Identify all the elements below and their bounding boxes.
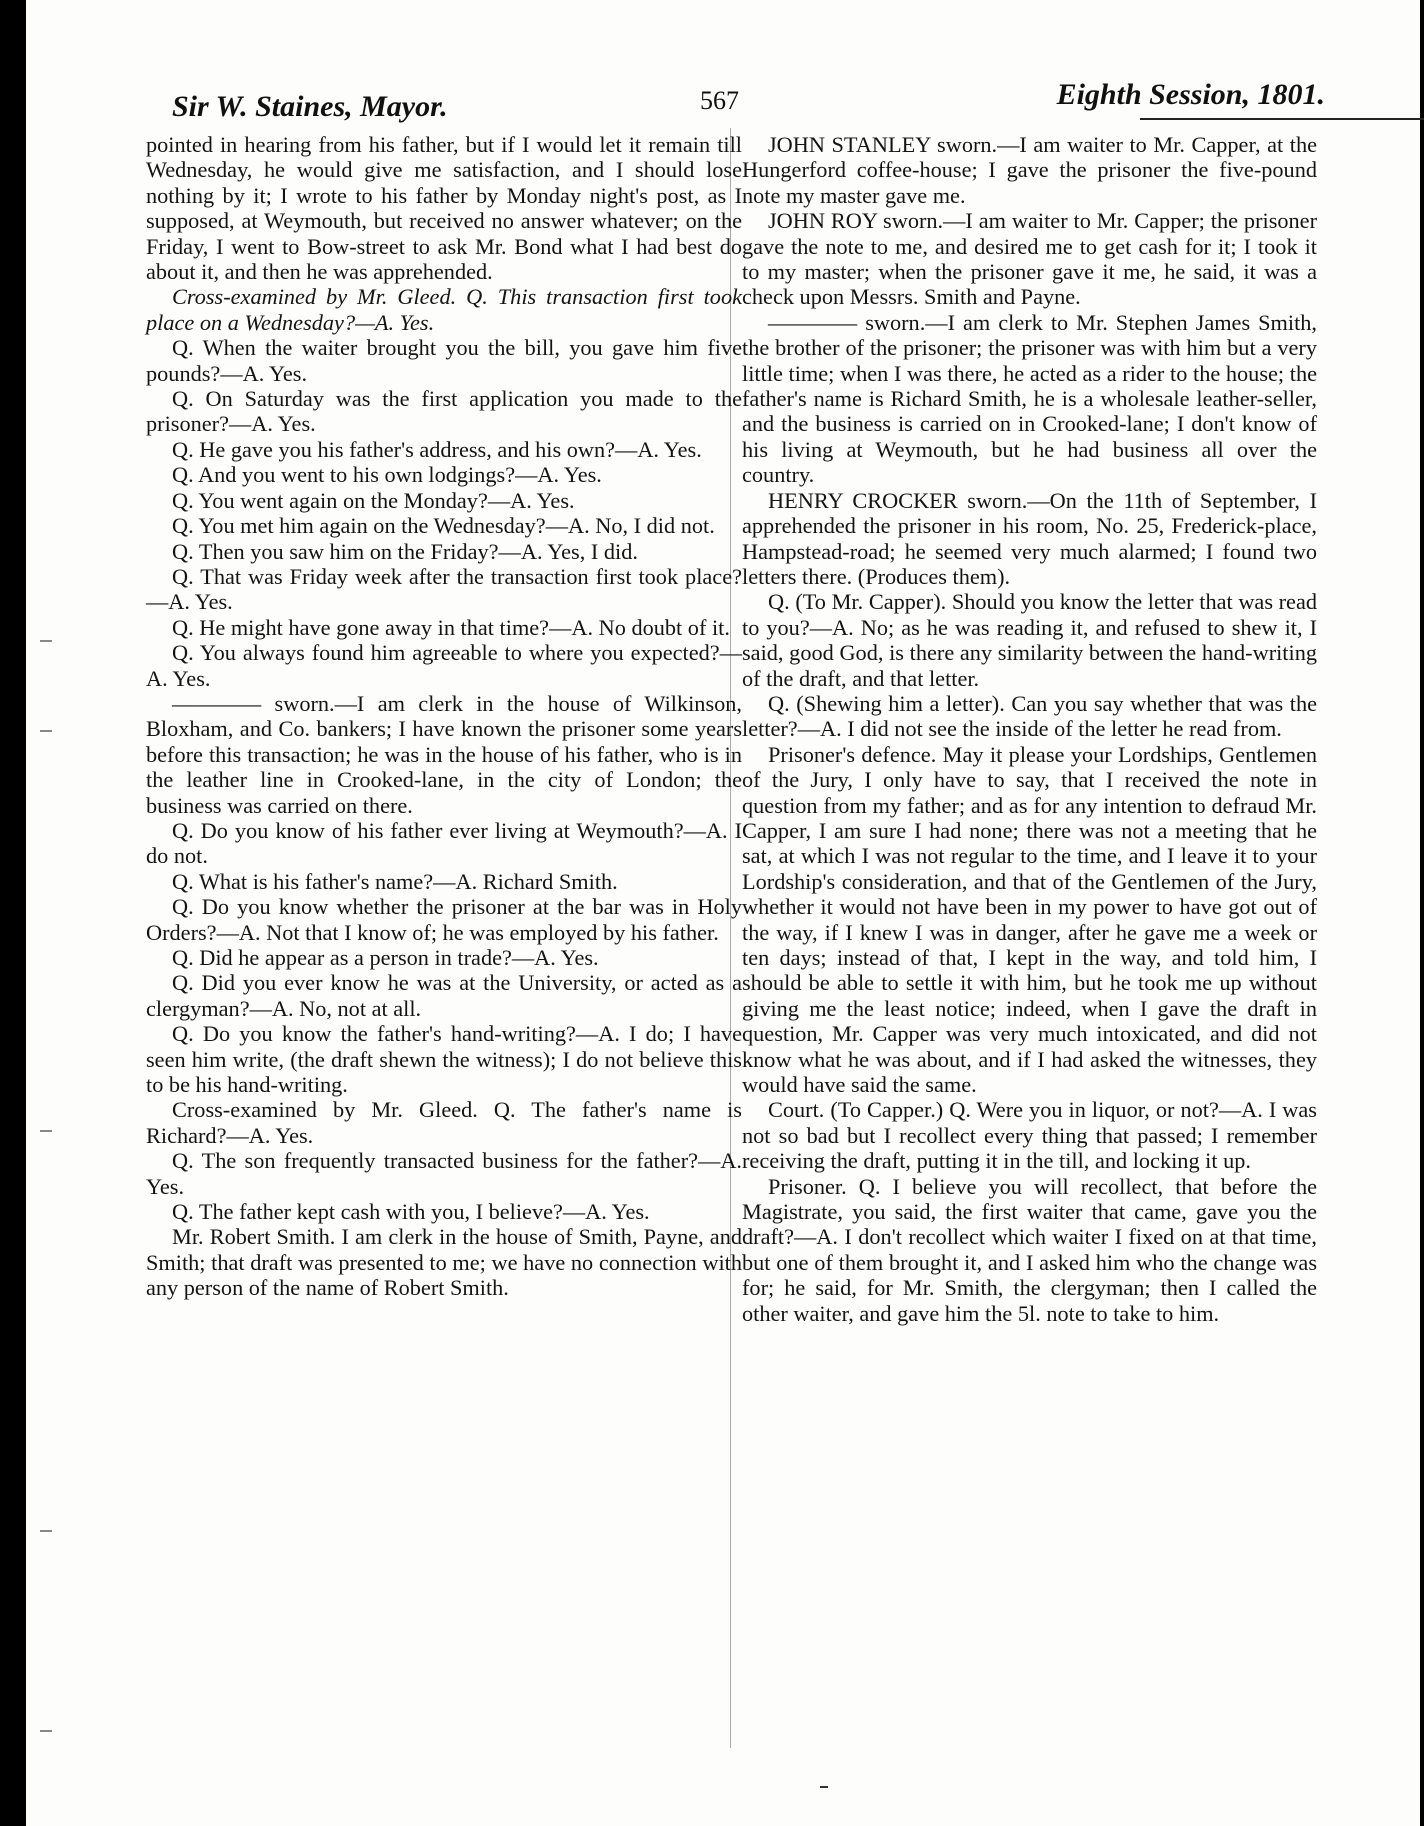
left-paragraph: pointed in hearing from his father, but if I would let it remain till Wednesday, he would give me satisfaction, and I should lose nothing by it; I wrote to his father by Monday night's post, as I supposed, at Weymouth, but received no answer whatever; on the Friday, I went to Bow-street to ask Mr. Bond what I had best do about it, and then he was apprehended. xyxy=(146,132,742,285)
left-column xyxy=(146,132,742,1301)
running-header xyxy=(160,78,1325,124)
left-paragraph: Q. That was Friday week after the transaction first took place?—A. Yes. xyxy=(146,563,742,615)
left-paragraph: Q. Then you saw him on the Friday?—A. Yes, I did. xyxy=(172,538,638,564)
right-paragraph: Prisoner. Q. I believe you will recollect, that before the Magistrate, you said, the first waiter that came, gave you the draft?—A. I don't recollect which waiter I fixed on at that time, but one of them brought it, and I asked him who the change was for; he said, for Mr. Smith, the clergyman; then I called the other waiter, and gave him the 5l. note to take to him. xyxy=(742,1173,1317,1326)
left-paragraph: Q. He gave you his father's address, and his own?—A. Yes. xyxy=(172,436,702,462)
left-paragraph: Q. And you went to his own lodgings?—A. Yes. xyxy=(172,462,602,488)
left-paragraph: Q. Do you know the father's hand-writing?—A. I do; I have seen him write, (the draft shewn the witness); I do not believe this to be his hand-writing. xyxy=(146,1021,742,1098)
left-paragraph: Q. Do you know whether the prisoner at the bar was in Holy Orders?—A. Not that I know of; he was employed by his father. xyxy=(146,894,742,945)
left-paragraph: Q. Do you know of his father ever living at Weymouth?—A. I do not. xyxy=(146,817,742,869)
left-paragraph: Q. When the waiter brought you the bill, you gave him five pounds?—A. Yes. xyxy=(146,335,742,386)
right-paragraph: Q. (Shewing him a letter). Can you say whether that was the letter?—A. I did not see the inside of the letter he read from. xyxy=(742,690,1317,742)
page-number: 567 xyxy=(700,86,739,115)
left-paragraph: ———— sworn.—I am clerk in the house of Wilkinson, Bloxham, and Co. bankers; I have known the prisoner some years before this transaction; he was in the house of his father, who is in the leather line in Crooked-lane, in the city of London; the business was carried on there. xyxy=(146,690,742,818)
running-head-left: Sir W. Staines, Mayor. xyxy=(172,90,448,123)
right-paragraph: ———— sworn.—I am clerk to Mr. Stephen James Smith, the brother of the prisoner; the prisoner was with him but a very little time; when I was there, he acted as a rider to the house; the father's name is Richard Smith, he is a wholesale leather-seller, and the business is carried on in Crooked-lane; I don't know of his living at Weymouth, but he had business all over the country. xyxy=(742,309,1317,488)
left-paragraph: Q. You always found him agreeable to where you expected?—A. Yes. xyxy=(146,640,742,691)
bottom-mark xyxy=(820,1786,828,1788)
running-head-right: Eighth Session, 1801. xyxy=(1056,78,1325,111)
left-paragraph: Q. What is his father's name?—A. Richard Smith. xyxy=(172,868,618,894)
left-paragraph: Q. Did you ever know he was at the University, or acted as a clergyman?—A. No, not at all. xyxy=(146,970,742,1021)
right-paragraph: HENRY CROCKER sworn.—On the 11th of September, I apprehended the prisoner in his room, No. 25, Frederick-place, Hampstead-road; he seemed very much alarmed; I found two letters there. (Produces them). xyxy=(742,487,1317,589)
right-paragraph: JOHN ROY sworn.—I am waiter to Mr. Capper; the prisoner gave the note to me, and desired me to get cash for it; I took it to my master; when the prisoner gave it me, he said, it was a check upon Messrs. Smith and Payne. xyxy=(742,208,1317,310)
left-paragraph: Q. You went again on the Monday?—A. Yes. xyxy=(172,487,575,513)
left-paragraph: Q. He might have gone away in that time?—A. No doubt of it. xyxy=(172,614,730,640)
left-paragraph: Q. The father kept cash with you, I believe?—A. Yes. xyxy=(172,1199,650,1225)
left-paragraph: Q. The son frequently transacted business for the father?—A. Yes. xyxy=(146,1148,742,1199)
right-paragraph: JOHN STANLEY sworn.—I am waiter to Mr. Capper, at the Hungerford coffee-house; I gave the prisoner the five-pound note my master gave me. xyxy=(742,132,1317,208)
margin-marks xyxy=(40,300,60,1800)
right-column xyxy=(742,132,1317,1326)
header-rule xyxy=(1140,118,1424,120)
right-paragraph: Court. (To Capper.) Q. Were you in liquor, or not?—A. I was not so bad but I recollect every thing that passed; I remember receiving the draft, putting it in the till, and locking it up. xyxy=(742,1097,1317,1174)
left-paragraph: Cross-examined by Mr. Gleed. Q. The father's name is Richard?—A. Yes. xyxy=(146,1097,742,1148)
left-paragraph: Q. On Saturday was the first application you made to the prisoner?—A. Yes. xyxy=(146,386,742,437)
left-paragraph: Mr. Robert Smith. I am clerk in the house of Smith, Payne, and Smith; that draft was presented to me; we have no connection with any person of the name of Robert Smith. xyxy=(146,1224,742,1301)
right-paragraph: Prisoner's defence. May it please your Lordships, Gentlemen of the Jury, I only have to say, that I received the note in question from my father; and as for any intention to defraud Mr. Capper, I am sure I had none; there was not a meeting that he sat, at which I was not regular to the time, and I leave it to your Lordship's consideration, and that of the Gentlemen of the Jury, whether it would not have been in my power to have got out of the way, if I knew I was in danger, after he gave me a week or ten days; instead of that, I kept in the way, and told him, I should be able to settle it with him, but he took me up without giving me the least notice; indeed, when I gave the draft in question, Mr. Capper was very much intoxicated, and did not know what he was about, and if I had asked the witnesses, they would have said the same. xyxy=(742,741,1317,1098)
left-paragraph: Q. You met him again on the Wednesday?—A. No, I did not. xyxy=(172,513,715,539)
right-paragraph: Q. (To Mr. Capper). Should you know the letter that was read to you?—A. No; as he was reading it, and refused to shew it, I said, good God, is there any similarity between the hand-writing of the draft, and that letter. xyxy=(742,589,1317,691)
left-paragraph: Cross-examined by Mr. Gleed. Q. This transaction first took place on a Wednesday?—A. Yes. xyxy=(146,284,742,335)
left-paragraph: Q. Did he appear as a person in trade?—A. Yes. xyxy=(172,945,599,970)
